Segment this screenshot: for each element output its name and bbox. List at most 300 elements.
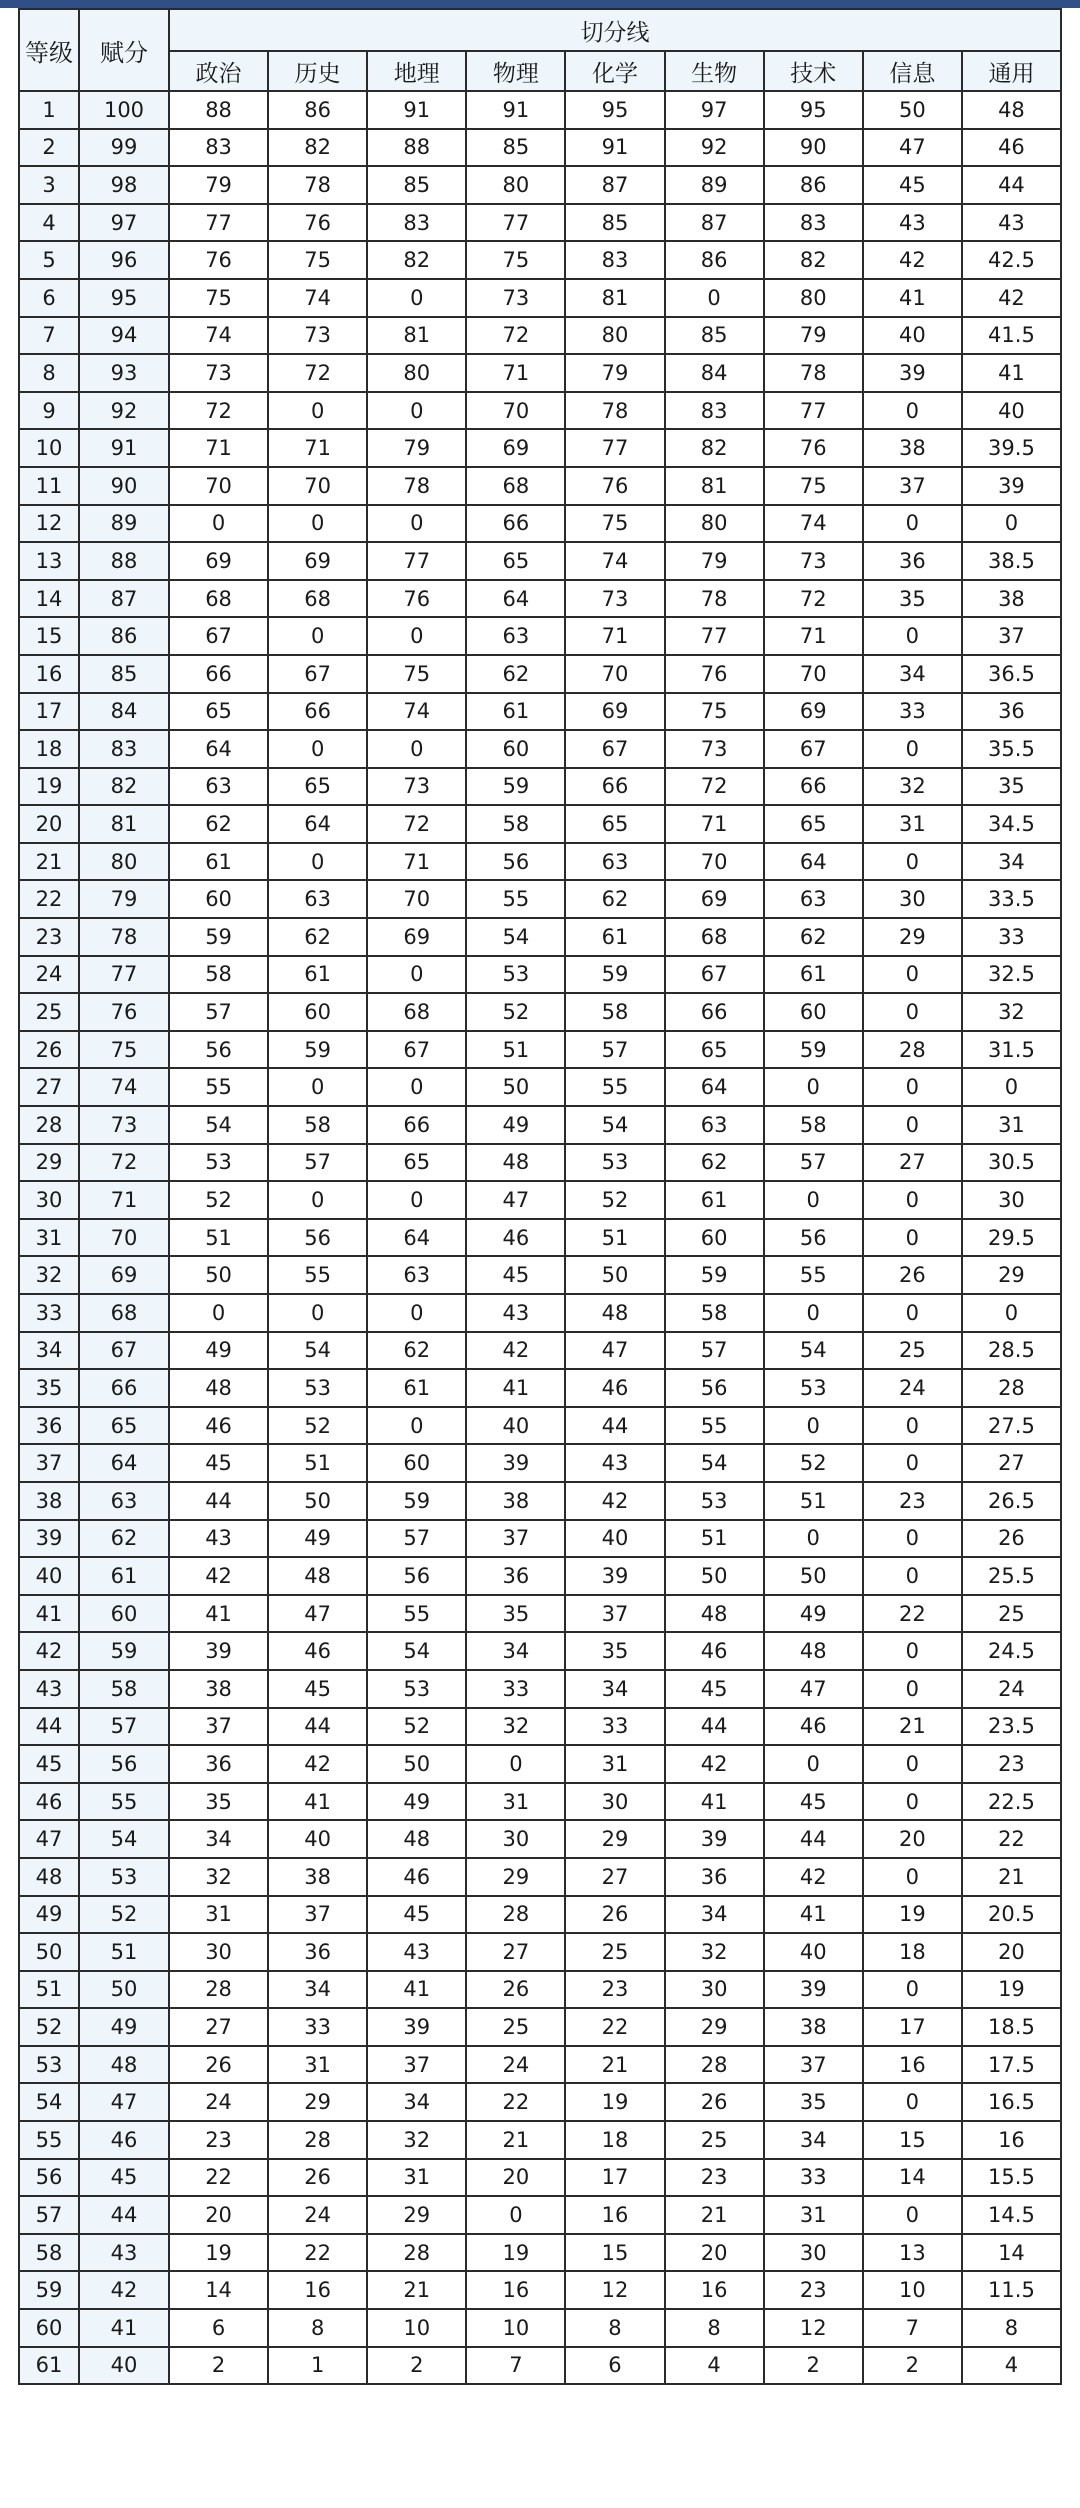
- cell-information: 7: [863, 2309, 962, 2347]
- cell-geography: 0: [367, 730, 466, 768]
- cell-general: 35: [962, 768, 1061, 806]
- cell-chemistry: 26: [565, 1896, 664, 1934]
- cell-information: 28: [863, 1031, 962, 1069]
- cell-chemistry: 16: [565, 2196, 664, 2234]
- cell-level: 21: [19, 843, 79, 881]
- cell-history: 37: [268, 1896, 367, 1934]
- cell-technology: 77: [764, 392, 863, 430]
- cell-history: 40: [268, 1820, 367, 1858]
- cell-level: 46: [19, 1783, 79, 1821]
- cell-technology: 66: [764, 768, 863, 806]
- cell-biology: 77: [665, 617, 764, 655]
- header-level: 等级: [19, 9, 79, 91]
- cell-physics: 19: [466, 2234, 565, 2272]
- cell-information: 43: [863, 204, 962, 242]
- cell-biology: 82: [665, 429, 764, 467]
- cell-biology: 16: [665, 2271, 764, 2309]
- cell-geography: 68: [367, 993, 466, 1031]
- cell-politics: 61: [169, 843, 268, 881]
- cell-biology: 32: [665, 1933, 764, 1971]
- cell-information: 33: [863, 693, 962, 731]
- cell-biology: 51: [665, 1520, 764, 1558]
- cell-level: 33: [19, 1294, 79, 1332]
- cell-general: 41: [962, 354, 1061, 392]
- cell-information: 31: [863, 805, 962, 843]
- cell-biology: 36: [665, 1858, 764, 1896]
- cell-technology: 78: [764, 354, 863, 392]
- cell-information: 30: [863, 880, 962, 918]
- table-row: [19, 2159, 1061, 2197]
- cell-score: 92: [79, 392, 169, 430]
- cell-biology: 0: [665, 279, 764, 317]
- cell-score: 62: [79, 1520, 169, 1558]
- cell-general: 36.5: [962, 655, 1061, 693]
- cell-information: 0: [863, 1407, 962, 1445]
- table-row: [19, 2083, 1061, 2121]
- cell-physics: 91: [466, 91, 565, 129]
- cell-politics: 28: [169, 1971, 268, 2009]
- cell-physics: 10: [466, 2309, 565, 2347]
- table-row: [19, 204, 1061, 242]
- cell-physics: 26: [466, 1971, 565, 2009]
- cell-geography: 88: [367, 129, 466, 167]
- score-conversion-table: [18, 8, 1062, 2385]
- table-row: [19, 1482, 1061, 1520]
- table-row: [19, 2121, 1061, 2159]
- cell-information: 39: [863, 354, 962, 392]
- table-row: [19, 1106, 1061, 1144]
- cell-history: 57: [268, 1144, 367, 1182]
- table-row: [19, 2008, 1061, 2046]
- table-row: [19, 1632, 1061, 1670]
- table-row: [19, 2234, 1061, 2272]
- cell-general: 29.5: [962, 1219, 1061, 1257]
- cell-biology: 79: [665, 542, 764, 580]
- cell-score: 93: [79, 354, 169, 392]
- cell-history: 28: [268, 2121, 367, 2159]
- cell-chemistry: 95: [565, 91, 664, 129]
- cell-physics: 30: [466, 1820, 565, 1858]
- table-row: [19, 2347, 1061, 2385]
- cell-physics: 52: [466, 993, 565, 1031]
- cell-score: 79: [79, 880, 169, 918]
- cell-general: 0: [962, 1068, 1061, 1106]
- cell-physics: 16: [466, 2271, 565, 2309]
- cell-information: 0: [863, 730, 962, 768]
- table-row: [19, 2196, 1061, 2234]
- cell-politics: 64: [169, 730, 268, 768]
- cell-chemistry: 77: [565, 429, 664, 467]
- cell-geography: 31: [367, 2159, 466, 2197]
- cell-technology: 0: [764, 1068, 863, 1106]
- cell-score: 42: [79, 2271, 169, 2309]
- cell-politics: 35: [169, 1783, 268, 1821]
- cell-geography: 76: [367, 580, 466, 618]
- cell-technology: 72: [764, 580, 863, 618]
- cell-history: 0: [268, 392, 367, 430]
- cell-physics: 61: [466, 693, 565, 731]
- cell-level: 55: [19, 2121, 79, 2159]
- table-row: [19, 505, 1061, 543]
- cell-physics: 75: [466, 241, 565, 279]
- cell-technology: 56: [764, 1219, 863, 1257]
- cell-score: 52: [79, 1896, 169, 1934]
- cell-technology: 31: [764, 2196, 863, 2234]
- header-subject-history: 历史: [268, 51, 367, 91]
- cell-physics: 66: [466, 505, 565, 543]
- cell-information: 20: [863, 1820, 962, 1858]
- header-subject-biology: 生物: [665, 51, 764, 91]
- cell-general: 33: [962, 918, 1061, 956]
- cell-score: 98: [79, 166, 169, 204]
- cell-biology: 97: [665, 91, 764, 129]
- cell-physics: 28: [466, 1896, 565, 1934]
- cell-biology: 46: [665, 1632, 764, 1670]
- table-row: [19, 166, 1061, 204]
- cell-level: 51: [19, 1971, 79, 2009]
- cell-politics: 88: [169, 91, 268, 129]
- cell-physics: 36: [466, 1557, 565, 1595]
- cell-chemistry: 58: [565, 993, 664, 1031]
- cell-technology: 35: [764, 2083, 863, 2121]
- cell-history: 62: [268, 918, 367, 956]
- cell-score: 64: [79, 1444, 169, 1482]
- cell-level: 17: [19, 693, 79, 731]
- cell-politics: 37: [169, 1708, 268, 1746]
- cell-geography: 61: [367, 1369, 466, 1407]
- cell-history: 75: [268, 241, 367, 279]
- cell-politics: 52: [169, 1181, 268, 1219]
- cell-chemistry: 66: [565, 768, 664, 806]
- cell-physics: 51: [466, 1031, 565, 1069]
- cell-level: 49: [19, 1896, 79, 1934]
- cell-score: 89: [79, 505, 169, 543]
- cell-general: 38: [962, 580, 1061, 618]
- table-row: [19, 805, 1061, 843]
- cell-score: 73: [79, 1106, 169, 1144]
- cell-technology: 48: [764, 1632, 863, 1670]
- cell-politics: 0: [169, 505, 268, 543]
- cell-politics: 22: [169, 2159, 268, 2197]
- cell-geography: 66: [367, 1106, 466, 1144]
- cell-technology: 12: [764, 2309, 863, 2347]
- cell-information: 0: [863, 1670, 962, 1708]
- cell-general: 21: [962, 1858, 1061, 1896]
- cell-history: 53: [268, 1369, 367, 1407]
- cell-history: 60: [268, 993, 367, 1031]
- cell-information: 0: [863, 1971, 962, 2009]
- cell-chemistry: 6: [565, 2347, 664, 2385]
- cell-information: 40: [863, 317, 962, 355]
- cell-politics: 38: [169, 1670, 268, 1708]
- table-row: [19, 693, 1061, 731]
- cell-general: 24: [962, 1670, 1061, 1708]
- cell-politics: 57: [169, 993, 268, 1031]
- header-subject-information: 信息: [863, 51, 962, 91]
- cell-geography: 41: [367, 1971, 466, 2009]
- table-row: [19, 1294, 1061, 1332]
- table-row: [19, 993, 1061, 1031]
- cell-geography: 63: [367, 1256, 466, 1294]
- table-row: [19, 467, 1061, 505]
- cell-biology: 45: [665, 1670, 764, 1708]
- cell-technology: 69: [764, 693, 863, 731]
- cell-technology: 67: [764, 730, 863, 768]
- cell-chemistry: 78: [565, 392, 664, 430]
- table-row: [19, 1031, 1061, 1069]
- cell-biology: 68: [665, 918, 764, 956]
- cell-biology: 69: [665, 880, 764, 918]
- cell-biology: 70: [665, 843, 764, 881]
- cell-technology: 54: [764, 1332, 863, 1370]
- table-row: [19, 542, 1061, 580]
- cell-history: 76: [268, 204, 367, 242]
- cell-technology: 0: [764, 1181, 863, 1219]
- cell-politics: 23: [169, 2121, 268, 2159]
- cell-biology: 39: [665, 1820, 764, 1858]
- cell-geography: 53: [367, 1670, 466, 1708]
- cell-score: 41: [79, 2309, 169, 2347]
- table-row: [19, 1783, 1061, 1821]
- table-row: [19, 1444, 1061, 1482]
- table-row: [19, 843, 1061, 881]
- cell-chemistry: 30: [565, 1783, 664, 1821]
- cell-score: 45: [79, 2159, 169, 2197]
- cell-physics: 20: [466, 2159, 565, 2197]
- cell-biology: 67: [665, 956, 764, 994]
- cell-politics: 76: [169, 241, 268, 279]
- cell-chemistry: 85: [565, 204, 664, 242]
- cell-history: 61: [268, 956, 367, 994]
- cell-level: 29: [19, 1144, 79, 1182]
- cell-geography: 29: [367, 2196, 466, 2234]
- table-body: [19, 91, 1061, 2384]
- cell-level: 60: [19, 2309, 79, 2347]
- table-row: [19, 1971, 1061, 2009]
- cell-technology: 49: [764, 1595, 863, 1633]
- cell-geography: 85: [367, 166, 466, 204]
- cell-score: 83: [79, 730, 169, 768]
- cell-general: 34: [962, 843, 1061, 881]
- cell-biology: 85: [665, 317, 764, 355]
- cell-technology: 0: [764, 1520, 863, 1558]
- cell-history: 69: [268, 542, 367, 580]
- cell-biology: 55: [665, 1407, 764, 1445]
- cell-geography: 64: [367, 1219, 466, 1257]
- cell-score: 72: [79, 1144, 169, 1182]
- cell-history: 66: [268, 693, 367, 731]
- table-row: [19, 1407, 1061, 1445]
- cell-chemistry: 87: [565, 166, 664, 204]
- cell-level: 38: [19, 1482, 79, 1520]
- cell-technology: 74: [764, 505, 863, 543]
- cell-history: 74: [268, 279, 367, 317]
- cell-politics: 53: [169, 1144, 268, 1182]
- cell-information: 0: [863, 993, 962, 1031]
- cell-technology: 38: [764, 2008, 863, 2046]
- cell-chemistry: 46: [565, 1369, 664, 1407]
- cell-information: 50: [863, 91, 962, 129]
- cell-physics: 69: [466, 429, 565, 467]
- cell-level: 9: [19, 392, 79, 430]
- cell-general: 36: [962, 693, 1061, 731]
- cell-level: 7: [19, 317, 79, 355]
- cell-chemistry: 34: [565, 1670, 664, 1708]
- cell-biology: 73: [665, 730, 764, 768]
- cell-chemistry: 17: [565, 2159, 664, 2197]
- cell-level: 58: [19, 2234, 79, 2272]
- cell-level: 52: [19, 2008, 79, 2046]
- cell-level: 25: [19, 993, 79, 1031]
- cell-general: 11.5: [962, 2271, 1061, 2309]
- cell-chemistry: 91: [565, 129, 664, 167]
- cell-history: 46: [268, 1632, 367, 1670]
- cell-chemistry: 47: [565, 1332, 664, 1370]
- cell-biology: 30: [665, 1971, 764, 2009]
- cell-physics: 85: [466, 129, 565, 167]
- cell-history: 33: [268, 2008, 367, 2046]
- cell-level: 15: [19, 617, 79, 655]
- cell-level: 47: [19, 1820, 79, 1858]
- cell-politics: 45: [169, 1444, 268, 1482]
- cell-physics: 42: [466, 1332, 565, 1370]
- cell-physics: 59: [466, 768, 565, 806]
- cell-score: 94: [79, 317, 169, 355]
- table-row: [19, 1219, 1061, 1257]
- cell-general: 28: [962, 1369, 1061, 1407]
- cell-chemistry: 8: [565, 2309, 664, 2347]
- cell-geography: 37: [367, 2046, 466, 2084]
- cell-chemistry: 67: [565, 730, 664, 768]
- cell-biology: 25: [665, 2121, 764, 2159]
- cell-geography: 82: [367, 241, 466, 279]
- cell-geography: 0: [367, 392, 466, 430]
- table-row: [19, 317, 1061, 355]
- cell-biology: 21: [665, 2196, 764, 2234]
- table-row: [19, 768, 1061, 806]
- table-row: [19, 2271, 1061, 2309]
- cell-level: 42: [19, 1632, 79, 1670]
- cell-history: 55: [268, 1256, 367, 1294]
- cell-politics: 43: [169, 1520, 268, 1558]
- cell-information: 17: [863, 2008, 962, 2046]
- cell-technology: 73: [764, 542, 863, 580]
- cell-technology: 37: [764, 2046, 863, 2084]
- cell-physics: 0: [466, 1745, 565, 1783]
- cell-level: 18: [19, 730, 79, 768]
- cell-biology: 56: [665, 1369, 764, 1407]
- cell-history: 65: [268, 768, 367, 806]
- cell-score: 71: [79, 1181, 169, 1219]
- cell-general: 19: [962, 1971, 1061, 2009]
- cell-history: 45: [268, 1670, 367, 1708]
- cell-technology: 59: [764, 1031, 863, 1069]
- cell-general: 42: [962, 279, 1061, 317]
- cell-information: 0: [863, 1520, 962, 1558]
- cell-score: 43: [79, 2234, 169, 2272]
- cell-politics: 63: [169, 768, 268, 806]
- cell-biology: 66: [665, 993, 764, 1031]
- cell-chemistry: 23: [565, 1971, 664, 2009]
- cell-technology: 53: [764, 1369, 863, 1407]
- cell-score: 55: [79, 1783, 169, 1821]
- cell-history: 42: [268, 1745, 367, 1783]
- cell-score: 47: [79, 2083, 169, 2121]
- cell-geography: 54: [367, 1632, 466, 1670]
- cell-geography: 0: [367, 1407, 466, 1445]
- cell-information: 0: [863, 505, 962, 543]
- cell-biology: 20: [665, 2234, 764, 2272]
- cell-geography: 0: [367, 505, 466, 543]
- cell-biology: 8: [665, 2309, 764, 2347]
- cell-level: 50: [19, 1933, 79, 1971]
- cell-physics: 48: [466, 1144, 565, 1182]
- cell-general: 23: [962, 1745, 1061, 1783]
- table-row: [19, 617, 1061, 655]
- cell-chemistry: 44: [565, 1407, 664, 1445]
- cell-physics: 25: [466, 2008, 565, 2046]
- cell-general: 24.5: [962, 1632, 1061, 1670]
- cell-level: 20: [19, 805, 79, 843]
- cell-information: 42: [863, 241, 962, 279]
- table-row: [19, 1708, 1061, 1746]
- header-row-subjects: [19, 51, 1061, 91]
- cell-score: 53: [79, 1858, 169, 1896]
- cell-history: 34: [268, 1971, 367, 2009]
- cell-history: 24: [268, 2196, 367, 2234]
- cell-physics: 37: [466, 1520, 565, 1558]
- cell-physics: 32: [466, 1708, 565, 1746]
- cell-level: 41: [19, 1595, 79, 1633]
- cell-history: 73: [268, 317, 367, 355]
- cell-score: 44: [79, 2196, 169, 2234]
- cell-geography: 69: [367, 918, 466, 956]
- cell-politics: 48: [169, 1369, 268, 1407]
- header-subject-politics: 政治: [169, 51, 268, 91]
- cell-history: 0: [268, 1294, 367, 1332]
- cell-geography: 79: [367, 429, 466, 467]
- cell-chemistry: 76: [565, 467, 664, 505]
- cell-politics: 69: [169, 542, 268, 580]
- cell-general: 28.5: [962, 1332, 1061, 1370]
- cell-information: 38: [863, 429, 962, 467]
- cell-politics: 73: [169, 354, 268, 392]
- cell-physics: 72: [466, 317, 565, 355]
- table-row: [19, 1256, 1061, 1294]
- cell-score: 66: [79, 1369, 169, 1407]
- cell-physics: 50: [466, 1068, 565, 1106]
- cell-score: 100: [79, 91, 169, 129]
- cell-geography: 0: [367, 617, 466, 655]
- cell-information: 45: [863, 166, 962, 204]
- cell-general: 30.5: [962, 1144, 1061, 1182]
- cell-history: 47: [268, 1595, 367, 1633]
- cell-biology: 54: [665, 1444, 764, 1482]
- cell-politics: 27: [169, 2008, 268, 2046]
- cell-geography: 0: [367, 1068, 466, 1106]
- cell-information: 13: [863, 2234, 962, 2272]
- cell-chemistry: 54: [565, 1106, 664, 1144]
- cell-general: 18.5: [962, 2008, 1061, 2046]
- cell-level: 24: [19, 956, 79, 994]
- cell-politics: 74: [169, 317, 268, 355]
- cell-politics: 51: [169, 1219, 268, 1257]
- cell-information: 0: [863, 2083, 962, 2121]
- cell-chemistry: 21: [565, 2046, 664, 2084]
- cell-level: 4: [19, 204, 79, 242]
- cell-general: 27: [962, 1444, 1061, 1482]
- cell-chemistry: 53: [565, 1144, 664, 1182]
